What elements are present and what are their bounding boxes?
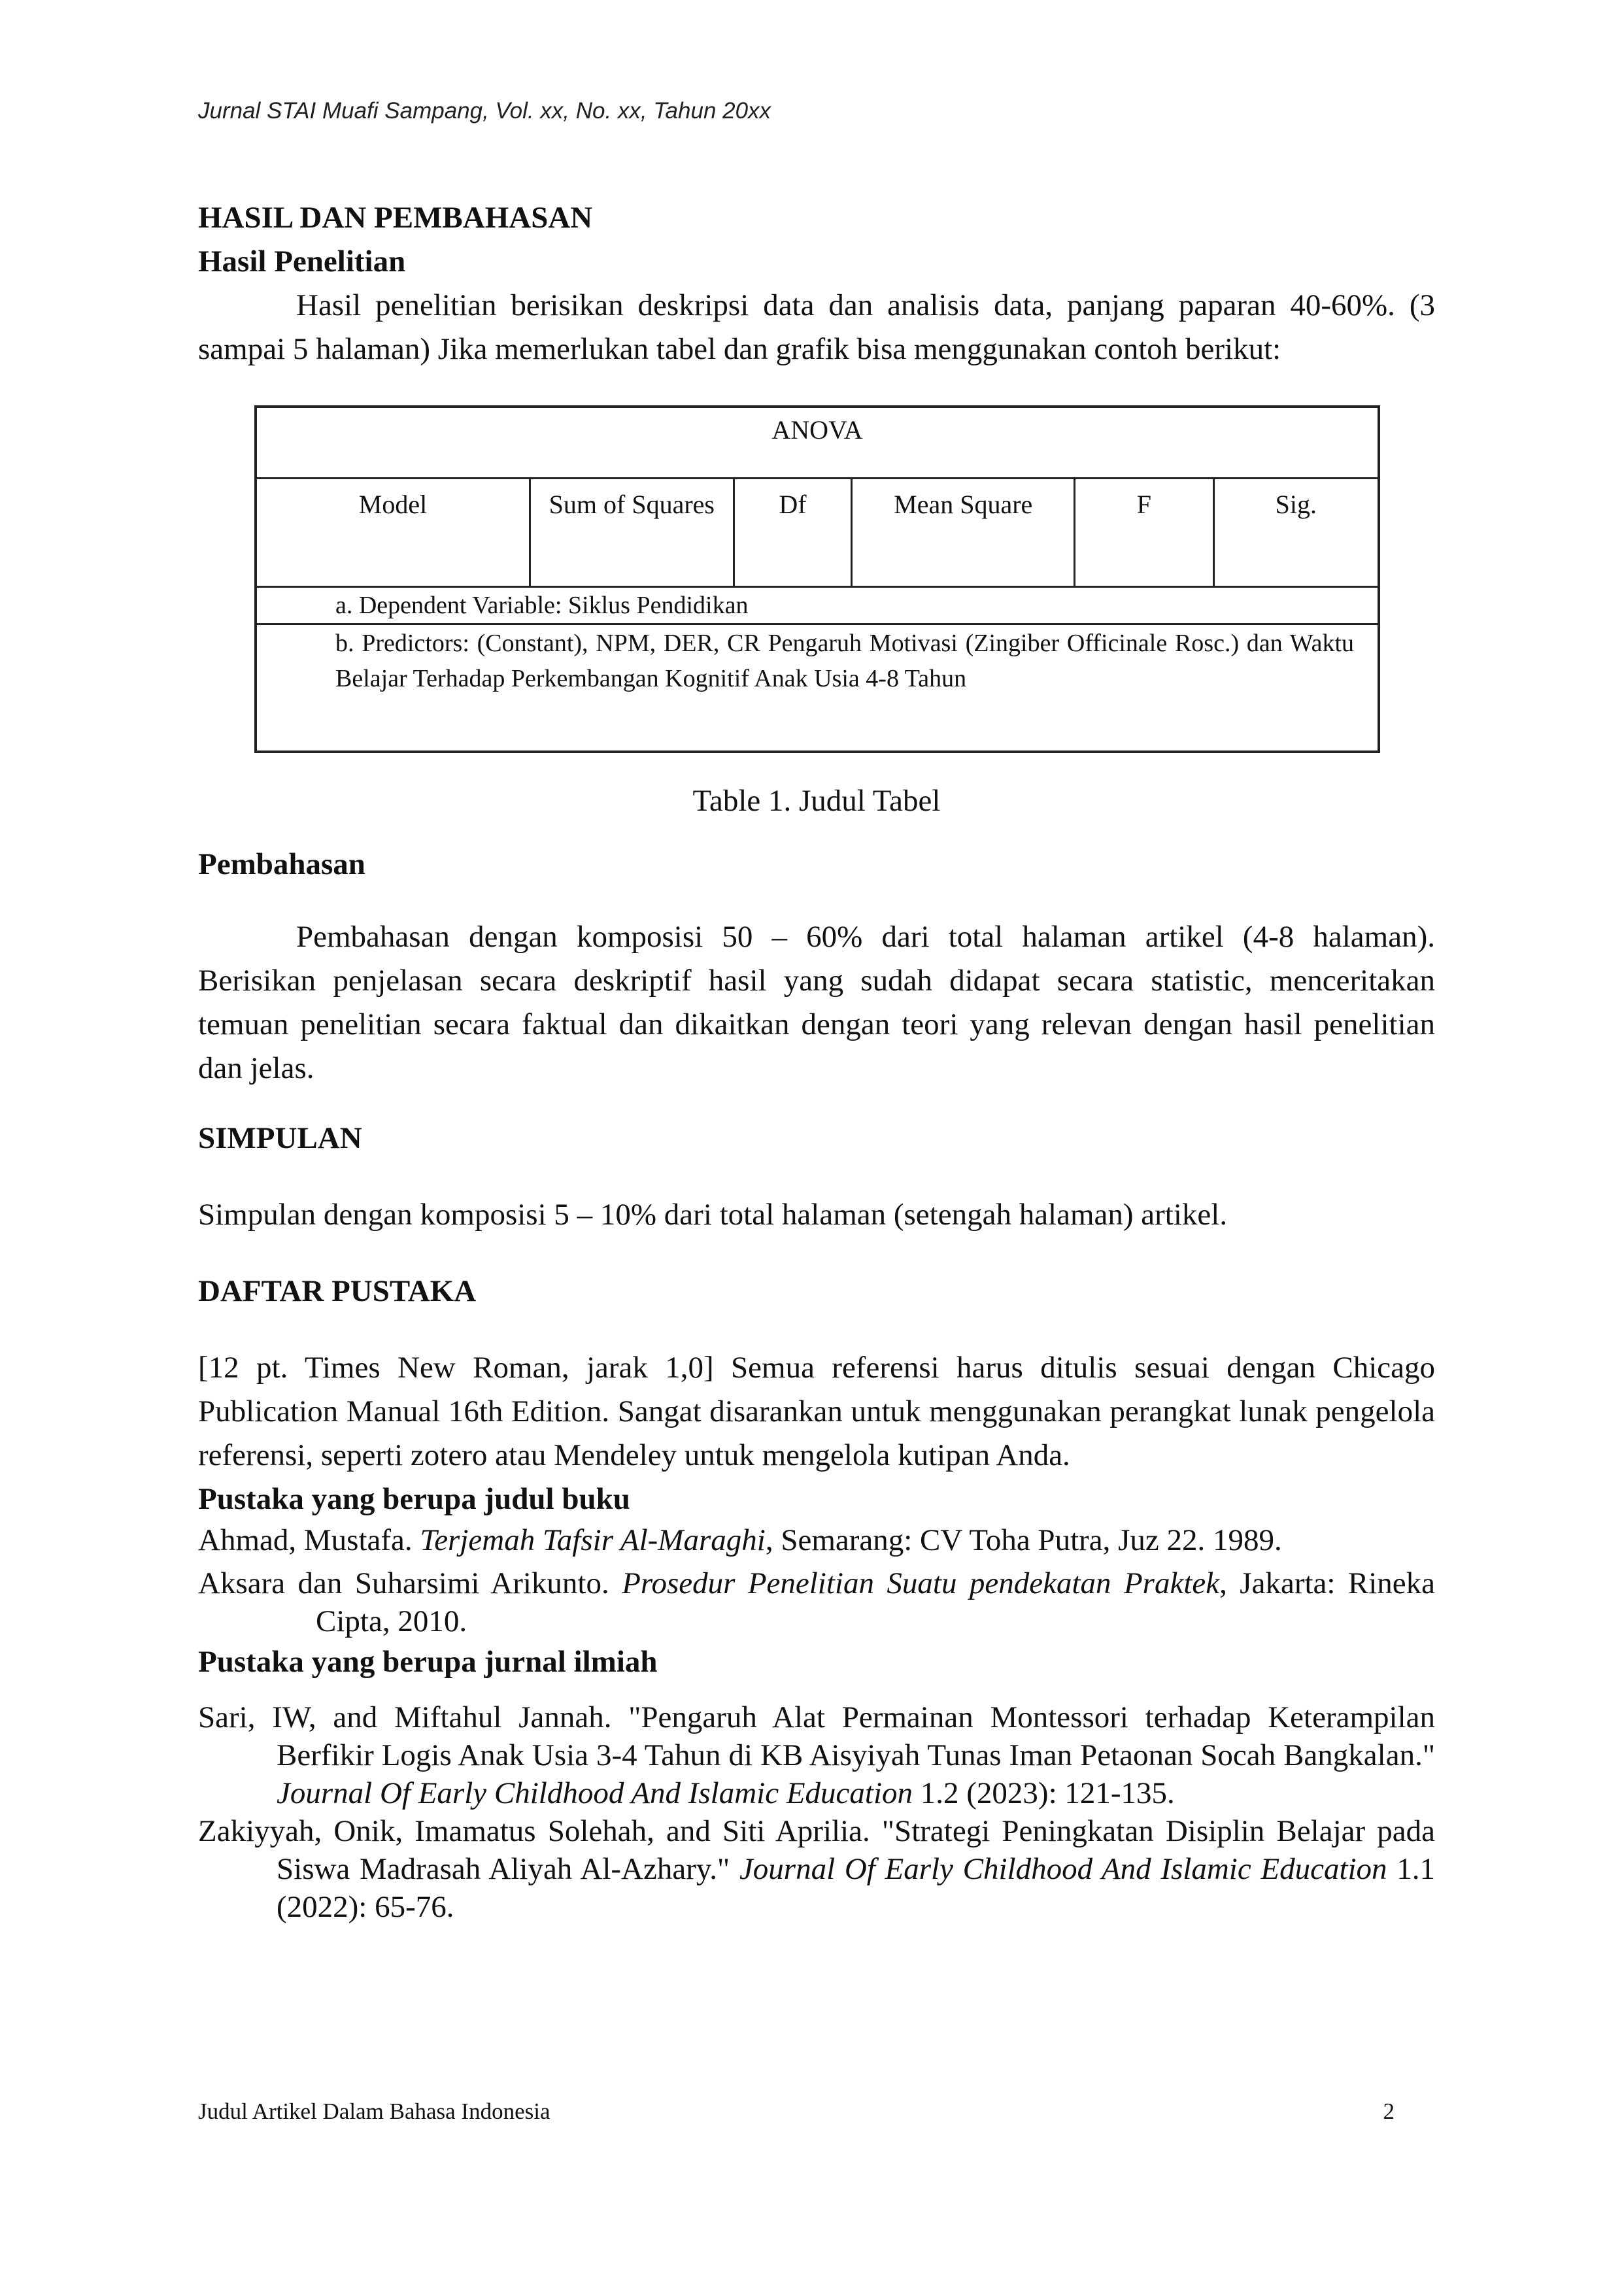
reference-details: , Jakarta: Rineka Cipta, 2010. (316, 1566, 1436, 1638)
reference-author: Zakiyyah, Onik, Imamatus Solehah, and Siti Aprilia. "Strategi Peningkatan Disiplin Belajar pada Siswa Madrasah Aliyah Al-Azhary." (198, 1814, 1435, 1886)
footer-article-title: Judul Artikel Dalam Bahasa Indonesia (198, 2099, 550, 2124)
books-heading: Pustaka yang berupa judul buku (198, 1482, 630, 1516)
table-note-row (256, 624, 1379, 752)
page-number: 2 (1383, 2099, 1395, 2124)
column-header: Mean Square (852, 479, 1075, 587)
references-heading: DAFTAR PUSTAKA (198, 1274, 477, 1308)
references-intro: [12 pt. Times New Roman, jarak 1,0] Semua referensi harus ditulis sesuai dengan Chicago Publication Manual 16th Edition. Sangat disarankan untuk menggunakan perangkat lunak pengelola referensi, seperti zotero atau Mendeley untuk mengelola kutipan Anda. (198, 1351, 1435, 1472)
column-header: Sum of Squares (530, 479, 734, 587)
results-heading: HASIL DAN PEMBAHASAN (198, 201, 593, 235)
journals-heading: Pustaka yang berupa jurnal ilmiah (198, 1645, 658, 1679)
table-note-a: a. Dependent Variable: Siklus Pendidikan (256, 587, 1379, 624)
column-header: Df (734, 479, 852, 587)
reference-item (198, 1564, 1435, 1640)
page-content (198, 196, 1435, 1926)
discussion-heading: Pembahasan (198, 847, 365, 881)
reference-item (198, 1812, 1435, 1926)
anova-header-row (256, 479, 1379, 587)
reference-item (198, 1698, 1435, 1812)
reference-item (198, 1521, 1435, 1559)
reference-details: , Semarang: CV Toha Putra, Juz 22. 1989. (765, 1523, 1282, 1557)
anova-title-row (256, 407, 1379, 479)
reference-author: Ahmad, Mustafa. (198, 1523, 420, 1557)
table-caption: Table 1. Judul Tabel (692, 784, 941, 818)
reference-journal: Journal Of Early Childhood And Islamic Education (739, 1852, 1387, 1886)
column-header: Model (256, 479, 530, 587)
anova-table-wrapper (254, 405, 1380, 753)
results-subheading: Hasil Penelitian (198, 245, 406, 278)
column-header: F (1075, 479, 1213, 587)
reference-title: Prosedur Penelitian Suatu pendekatan Praktek (622, 1566, 1220, 1600)
reference-details: 1.1 (2022): 65-76. (277, 1852, 1435, 1924)
discussion-paragraph: Pembahasan dengan komposisi 50 – 60% dari total halaman artikel (4-8 halaman). Berisikan penjelasan secara deskriptif hasil yang sudah didapat secara statistic, menceritakan temuan penelitian secara faktual dan dikaitkan dengan teori yang relevan dengan hasil penelitian dan jelas. (198, 920, 1435, 1085)
anova-title: ANOVA (256, 407, 1379, 479)
page-footer (198, 2099, 1395, 2125)
conclusion-heading: SIMPULAN (198, 1121, 362, 1155)
results-paragraph: Hasil penelitian berisikan deskripsi data dan analisis data, panjang paparan 40-60%. (3 sampai 5 halaman) Jika memerlukan tabel dan grafik bisa menggunakan contoh berikut: (198, 288, 1435, 366)
reference-author: Aksara dan Suharsimi Arikunto. (198, 1566, 622, 1600)
reference-title: Terjemah Tafsir Al-Maraghi (420, 1523, 766, 1557)
anova-table (254, 405, 1380, 753)
reference-author: Sari, IW, and Miftahul Jannah. "Pengaruh Alat Permainan Montessori terhadap Keterampilan Berfikir Logis Anak Usia 3-4 Tahun di KB Aisyiyah Tunas Iman Petaonan Socah Bangkalan." (198, 1700, 1435, 1772)
conclusion-paragraph: Simpulan dengan komposisi 5 – 10% dari total halaman (setengah halaman) artikel. (198, 1198, 1228, 1232)
reference-details: 1.2 (2023): 121-135. (913, 1776, 1175, 1810)
table-note-row (256, 587, 1379, 624)
reference-journal: Journal Of Early Childhood And Islamic Education (277, 1776, 913, 1810)
table-note-b: b. Predictors: (Constant), NPM, DER, CR Pengaruh Motivasi (Zingiber Officinale Rosc.) dan Waktu Belajar Terhadap Perkembangan Kognitif Anak Usia 4-8 Tahun (256, 624, 1379, 752)
running-header: Jurnal STAI Muafi Sampang, Vol. xx, No. xx, Tahun 20xx (198, 98, 771, 124)
column-header: Sig. (1213, 479, 1379, 587)
